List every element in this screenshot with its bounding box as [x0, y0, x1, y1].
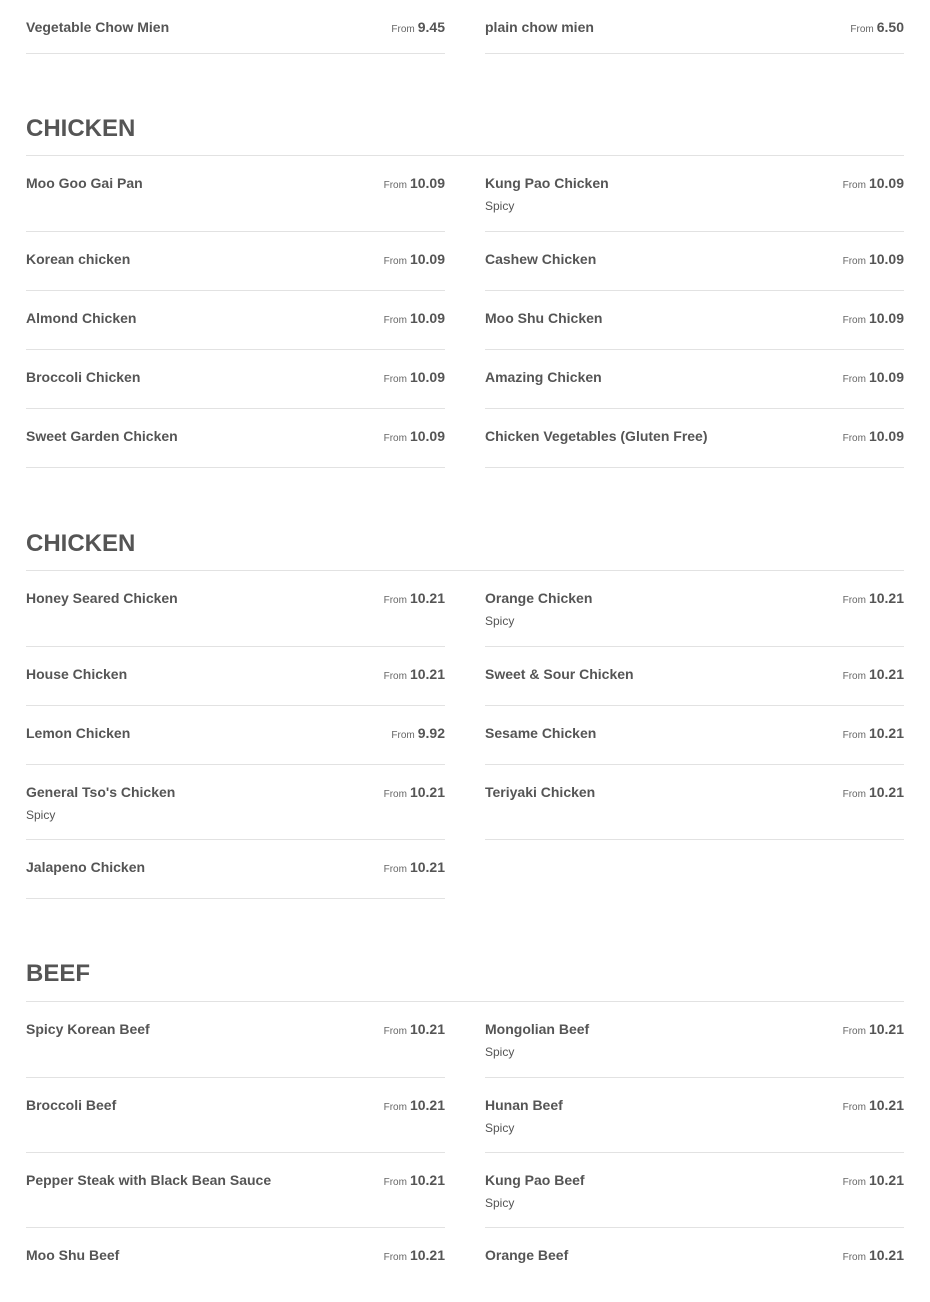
price-value: 10.09	[868, 251, 904, 267]
spicy-tag: Spicy	[485, 1196, 515, 1210]
menu-item-price	[384, 310, 445, 329]
price-from-label: From	[842, 256, 866, 267]
price-value: 10.21	[868, 590, 904, 606]
menu-column-right	[485, 1002, 904, 1302]
section-title: CHICKEN	[26, 530, 136, 557]
spicy-tag: Spicy	[485, 614, 515, 628]
spicy-tag: Spicy	[485, 199, 515, 213]
menu-item[interactable]	[26, 1078, 445, 1153]
menu-item-name: Kung Pao Chicken	[485, 175, 609, 191]
spicy-tag: Spicy	[485, 1045, 515, 1059]
menu-column-right	[485, 571, 904, 840]
menu-item[interactable]	[26, 706, 445, 765]
price-from-label: From	[850, 24, 874, 35]
menu-item-name: Mongolian Beef	[485, 1021, 590, 1037]
price-value: 10.21	[409, 1247, 445, 1263]
price-from-label: From	[383, 433, 407, 444]
price-from-label: From	[383, 256, 407, 267]
price-value: 10.21	[409, 590, 445, 606]
menu-item[interactable]	[485, 0, 904, 54]
menu-item-price	[843, 725, 904, 744]
price-value: 10.09	[409, 428, 445, 444]
menu-item-name: Moo Shu Beef	[26, 1247, 120, 1263]
price-value: 10.21	[868, 784, 904, 800]
menu-item-price	[843, 175, 904, 194]
menu-item-name: General Tso's Chicken	[26, 784, 176, 800]
price-from-label: From	[383, 1026, 407, 1037]
price-value: 10.21	[868, 1247, 904, 1263]
price-value: 10.09	[409, 369, 445, 385]
price-value: 10.21	[409, 1097, 445, 1113]
menu-item-price	[843, 1172, 904, 1191]
menu-item-price	[391, 725, 445, 744]
menu-item[interactable]	[485, 409, 904, 468]
price-from-label: From	[383, 315, 407, 326]
price-from-label: From	[842, 374, 866, 385]
price-value: 10.09	[409, 310, 445, 326]
menu-item-price	[384, 784, 445, 803]
price-from-label: From	[842, 595, 866, 606]
spicy-tag: Spicy	[26, 808, 56, 822]
menu-item[interactable]	[26, 840, 445, 899]
menu-item[interactable]	[26, 291, 445, 350]
menu-item-price	[384, 175, 445, 194]
price-from-label: From	[842, 1177, 866, 1188]
menu-item-price	[843, 369, 904, 388]
price-value: 10.21	[409, 859, 445, 875]
price-value: 10.09	[868, 428, 904, 444]
menu-item-name: Spicy Korean Beef	[26, 1021, 150, 1037]
price-from-label: From	[383, 671, 407, 682]
price-value: 10.21	[409, 666, 445, 682]
price-value: 10.21	[409, 1172, 445, 1188]
price-from-label: From	[842, 730, 866, 741]
price-from-label: From	[383, 1102, 407, 1113]
price-from-label: From	[383, 864, 407, 875]
price-from-label: From	[842, 1252, 866, 1263]
menu-item-price	[843, 784, 904, 803]
menu-item-price	[850, 19, 904, 38]
menu-item-name: Lemon Chicken	[26, 725, 131, 741]
menu-item-name: Orange Chicken	[485, 590, 593, 606]
section-title: CHICKEN	[26, 115, 136, 142]
price-value: 10.21	[868, 1021, 904, 1037]
price-from-label: From	[383, 1177, 407, 1188]
menu-column-left	[26, 1002, 445, 1302]
menu-item-name: Orange Beef	[485, 1247, 569, 1263]
menu-item-name: Moo Shu Chicken	[485, 310, 603, 326]
price-value: 10.09	[868, 310, 904, 326]
price-value: 9.92	[417, 725, 445, 741]
price-from-label: From	[383, 789, 407, 800]
section-title: BEEF	[26, 960, 91, 987]
menu-item-name: Sesame Chicken	[485, 725, 597, 741]
menu-item[interactable]	[485, 1153, 904, 1228]
price-value: 10.21	[868, 1097, 904, 1113]
menu-item-price	[843, 310, 904, 329]
menu-column-left	[26, 0, 445, 54]
menu-item-price	[843, 428, 904, 447]
menu-item-name: Honey Seared Chicken	[26, 590, 178, 606]
price-value: 10.09	[409, 175, 445, 191]
menu-column-left	[26, 571, 445, 899]
menu-item-name: Jalapeno Chicken	[26, 859, 146, 875]
spicy-tag: Spicy	[485, 1121, 515, 1135]
menu-item-name: Teriyaki Chicken	[485, 784, 596, 800]
menu-item-price	[384, 251, 445, 270]
menu-item-name: Korean chicken	[26, 251, 131, 267]
price-from-label: From	[383, 180, 407, 191]
price-from-label: From	[842, 671, 866, 682]
price-from-label: From	[842, 180, 866, 191]
menu-item[interactable]	[26, 1228, 445, 1302]
menu-item[interactable]	[485, 1002, 904, 1078]
price-value: 10.09	[868, 369, 904, 385]
menu-item[interactable]	[26, 409, 445, 468]
menu-item-name: Broccoli Beef	[26, 1097, 117, 1113]
price-from-label: From	[842, 315, 866, 326]
menu-item-name: House Chicken	[26, 666, 128, 682]
menu-item-name: plain chow mien	[485, 19, 594, 35]
menu-item-name: Kung Pao Beef	[485, 1172, 585, 1188]
menu-item[interactable]	[26, 765, 445, 840]
menu-item-price	[384, 666, 445, 685]
menu-item[interactable]	[485, 571, 904, 647]
menu-item-price	[384, 590, 445, 609]
menu-item-price	[843, 251, 904, 270]
price-value: 10.09	[409, 251, 445, 267]
menu-column-right	[485, 0, 904, 54]
menu-item[interactable]	[485, 350, 904, 409]
price-value: 10.21	[868, 725, 904, 741]
menu-item[interactable]	[26, 350, 445, 409]
price-from-label: From	[383, 1252, 407, 1263]
menu-item-name: Broccoli Chicken	[26, 369, 141, 385]
menu-item-name: Almond Chicken	[26, 310, 137, 326]
menu-item-price	[843, 590, 904, 609]
menu-item-price	[384, 859, 445, 878]
menu-item[interactable]	[485, 156, 904, 232]
menu-item-name: Cashew Chicken	[485, 251, 597, 267]
price-value: 6.50	[876, 19, 904, 35]
menu-item[interactable]	[26, 0, 445, 54]
price-from-label: From	[391, 24, 415, 35]
menu-item-name: Vegetable Chow Mien	[26, 19, 170, 35]
menu-item[interactable]	[26, 1153, 445, 1228]
menu-item-price	[843, 666, 904, 685]
menu-item-price	[384, 1021, 445, 1040]
price-value: 9.45	[417, 19, 445, 35]
price-value: 10.21	[409, 784, 445, 800]
menu-item-price	[384, 1172, 445, 1191]
price-from-label: From	[391, 730, 415, 741]
menu-item[interactable]	[26, 156, 445, 232]
price-value: 10.21	[868, 666, 904, 682]
menu-item-name: Moo Goo Gai Pan	[26, 175, 143, 191]
menu-column-right	[485, 156, 904, 468]
menu-item-name: Chicken Vegetables (Gluten Free)	[485, 428, 708, 444]
menu-item[interactable]	[485, 1228, 904, 1302]
menu-item[interactable]	[26, 647, 445, 706]
price-from-label: From	[383, 595, 407, 606]
menu-item-price	[384, 1097, 445, 1116]
price-from-label: From	[383, 374, 407, 385]
menu-item[interactable]	[485, 706, 904, 765]
menu-item-price	[843, 1021, 904, 1040]
menu-item-name: Amazing Chicken	[485, 369, 602, 385]
menu-item[interactable]	[26, 232, 445, 291]
menu-item-price	[843, 1097, 904, 1116]
menu-item-name: Sweet & Sour Chicken	[485, 666, 634, 682]
menu-item[interactable]	[485, 1078, 904, 1153]
menu-column-left	[26, 156, 445, 468]
price-from-label: From	[842, 433, 866, 444]
menu-item-name: Hunan Beef	[485, 1097, 563, 1113]
menu-item-price	[384, 428, 445, 447]
menu-item[interactable]	[26, 1002, 445, 1078]
price-value: 10.09	[868, 175, 904, 191]
menu-item-name: Pepper Steak with Black Bean Sauce	[26, 1172, 272, 1188]
menu-item[interactable]	[485, 765, 904, 840]
price-from-label: From	[842, 1102, 866, 1113]
price-from-label: From	[842, 789, 866, 800]
menu-item[interactable]	[26, 571, 445, 647]
menu-item[interactable]	[485, 232, 904, 291]
price-from-label: From	[842, 1026, 866, 1037]
menu-item-price	[384, 369, 445, 388]
menu-item-price	[391, 19, 445, 38]
menu-item-name: Sweet Garden Chicken	[26, 428, 178, 444]
price-value: 10.21	[868, 1172, 904, 1188]
menu-item[interactable]	[485, 291, 904, 350]
menu-item[interactable]	[485, 647, 904, 706]
price-value: 10.21	[409, 1021, 445, 1037]
